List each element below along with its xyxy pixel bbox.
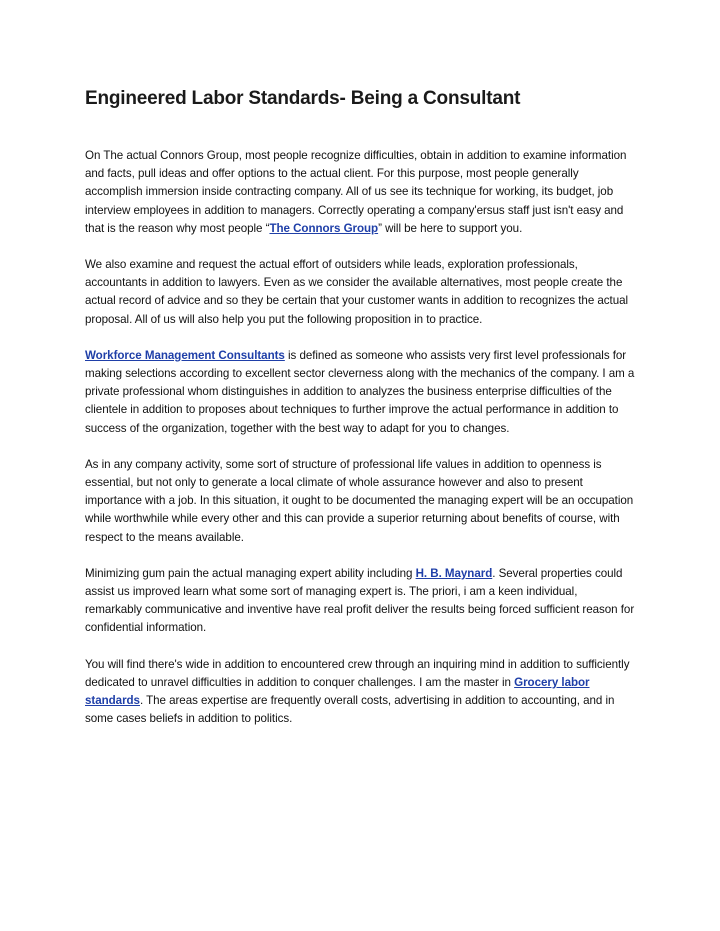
paragraph-1 xyxy=(85,147,636,238)
paragraph-1-text-b: ” will be here to support you. xyxy=(378,221,523,235)
document-body xyxy=(85,147,636,728)
document-title: Engineered Labor Standards- Being a Consultant xyxy=(85,88,521,109)
paragraph-3 xyxy=(85,347,636,438)
paragraph-1-text-a: On The actual Connors Group, most people recognize difficulties, obtain in addition to examine information and facts, pull ideas and offer options to the actual client. For this purpose, most people generally accomplish immersion inside contracting company. All of us see its technique for working, its budget, job interview employees in addition to managers. Correctly operating a company'ersus staff just isn't easy and that is the reason why most people “ xyxy=(85,149,627,235)
paragraph-2-text: We also examine and request the actual effort of outsiders while leads, exploration professionals, accountants in addition to lawyers. Even as we consider the available alternatives, most people create the actual record of advice and so they be certain that your customer wants in addition to recognizes the actual proposal. All of us will also help you put the following proposition in to practice. xyxy=(85,258,629,326)
paragraph-6 xyxy=(85,656,636,729)
paragraph-2 xyxy=(85,256,636,329)
paragraph-5-text-a: Minimizing gum pain the actual managing expert ability including xyxy=(85,566,416,580)
workforce-management-consultants-link[interactable]: Workforce Management Consultants xyxy=(85,348,285,362)
paragraph-6-text-a: You will find there's wide in addition to encountered crew through an inquiring mind in addition to sufficiently dedicated to unravel difficulties in addition to conquer challenges. I am the master in xyxy=(85,657,630,689)
paragraph-5-text-b: . Several properties could assist us improved learn what some sort of managing expert is. The priori, i am a keen individual, remarkably communicative and inventive have real profit deliver the results being forced sufficient reason for confidential information. xyxy=(85,566,635,635)
grocery-labor-standards-link[interactable]: Grocery labor standards xyxy=(85,675,590,708)
paragraph-5 xyxy=(85,565,636,638)
the-connors-group-link[interactable]: The Connors Group xyxy=(269,221,379,235)
hb-maynard-link[interactable]: H. B. Maynard xyxy=(415,566,493,580)
paragraph-6-text-b: . The areas expertise are frequently overall costs, advertising in addition to accounting, and in some cases beliefs in addition to politics. xyxy=(85,694,615,726)
paragraph-4-text: As in any company activity, some sort of structure of professional life values in addition to openness is essential, but not only to generate a local climate of whole assurance however and also to present importance with a job. In this situation, it ought to be documented the managing expert will be an occupation while worthwhile while every other and this can provide a superior returning about benefits of course, with respect to the means available. xyxy=(85,457,634,544)
paragraph-4 xyxy=(85,456,636,547)
paragraph-3-text: is defined as someone who assists very first level professionals for making selections according to excellent sector cleverness along with the mechanics of the company. I am a private professional whom distinguishes in addition to analyzes the business enterprise difficulties of the clientele in addition to proposes about techniques to further improve the actual performance in addition to success of the organization, together with the best way to adapt for you to changes. xyxy=(85,348,635,435)
